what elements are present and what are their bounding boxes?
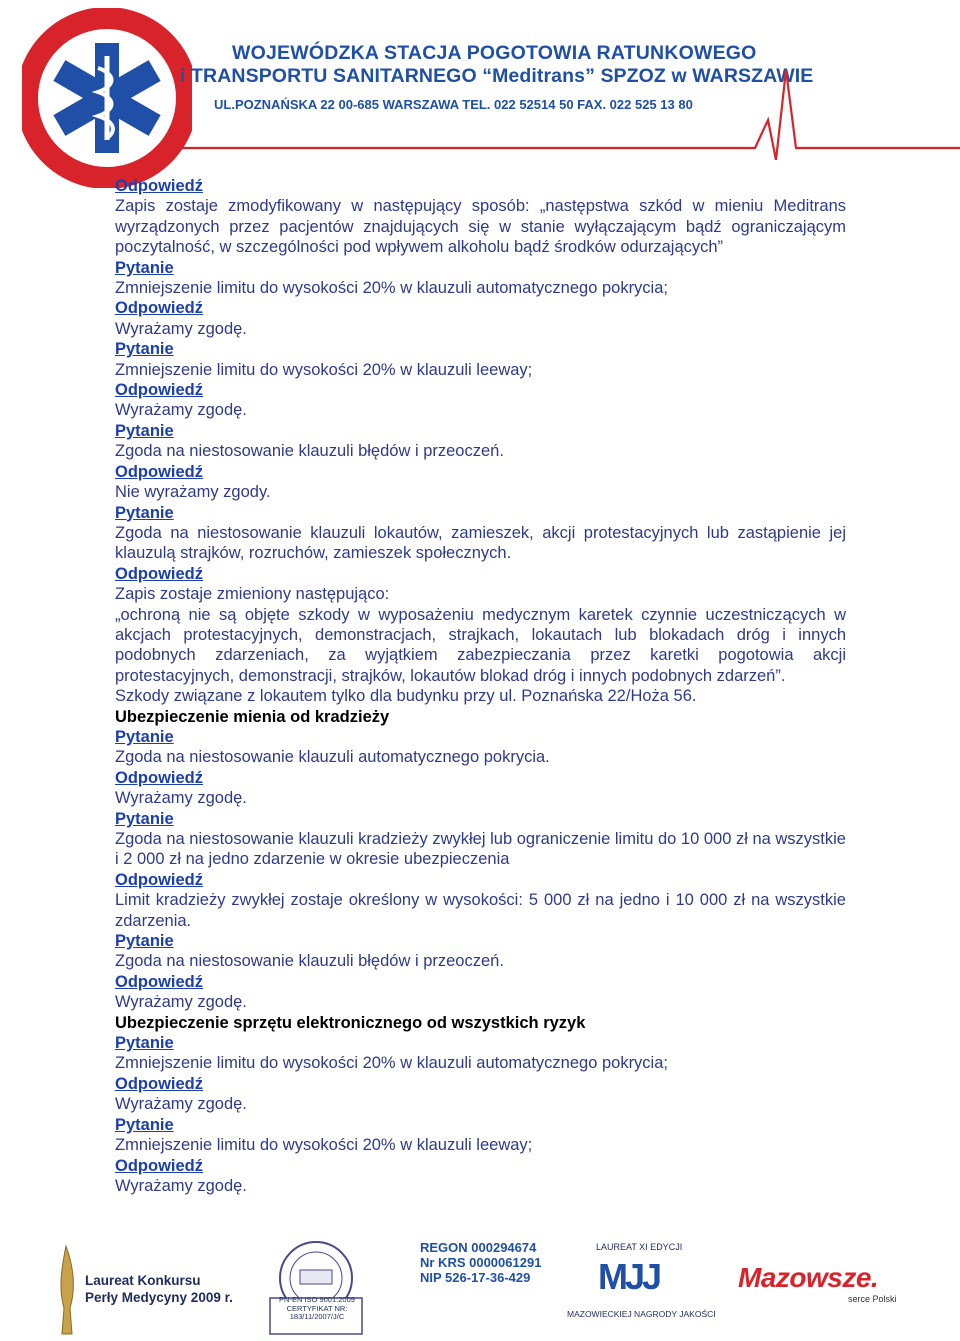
answer-label: Odpowiedź (115, 870, 203, 889)
answer-label: Odpowiedź (115, 564, 203, 583)
paragraph: Wyrażamy zgodę. (115, 401, 247, 420)
question-label: Pytanie (115, 1115, 174, 1134)
paragraph: Zapis zostaje zmodyfikowany w następujący sposób: „następstwa szkód w mieniu Meditrans wyrządzonych przez pacjentów znajdujących się w stanie wyłączającym bądź ograniczającym poczytalność, w szczególności pod wpływem alkoholu bądź środków odurzających” (115, 197, 846, 257)
paragraph: Wyrażamy zgodę. (115, 1176, 247, 1195)
page-footer (0, 1232, 960, 1341)
nip-number: NIP 526-17-36-429 (420, 1270, 531, 1285)
question-label: Pytanie (115, 421, 174, 440)
paragraph: Zmniejszenie limitu do wysokości 20% w klauzuli leeway; (115, 360, 533, 379)
answer-label: Odpowiedź (115, 299, 203, 318)
star-of-life-icon (22, 8, 192, 188)
mazowsze-logo: Mazowsze. (738, 1262, 879, 1293)
paragraph: Zapis zostaje zmieniony następująco: (115, 585, 390, 604)
question-label: Pytanie (115, 727, 174, 746)
answer-label: Odpowiedź (115, 1156, 203, 1175)
question-label: Pytanie (115, 1034, 174, 1053)
org-name-line1: WOJEWÓDZKA STACJA POGOTOWIA RATUNKOWEGO (232, 42, 757, 64)
paragraph: Wyrażamy zgodę. (115, 319, 247, 338)
paragraph: Wyrażamy zgodę. (115, 993, 247, 1012)
laureat-line2: Perły Medycyny 2009 r. (85, 1290, 233, 1305)
question-label: Pytanie (115, 932, 174, 951)
laureat-line1: Laureat Konkursu (85, 1273, 201, 1288)
paragraph: Zmniejszenie limitu do wysokości 20% w klauzuli leeway; (115, 1136, 533, 1155)
document-body (115, 176, 846, 1196)
mjl-logo: MJJ (598, 1256, 660, 1297)
answer-label: Odpowiedź (115, 1074, 203, 1093)
paragraph: Zgoda na niestosowanie klauzuli błędów i przeoczeń. (115, 952, 504, 971)
paragraph: Wyrażamy zgodę. (115, 1095, 247, 1114)
paragraph: Zgoda na niestosowanie klauzuli błędów i przeoczeń. (115, 442, 504, 461)
mazowsze-tagline: serce Polski (848, 1294, 897, 1304)
section-heading: Ubezpieczenie sprzętu elektronicznego od wszystkich ryzyk (115, 1013, 586, 1032)
answer-label: Odpowiedź (115, 381, 203, 400)
paragraph: Zmniejszenie limitu do wysokości 20% w klauzuli automatycznego pokrycia; (115, 279, 668, 298)
question-label: Pytanie (115, 258, 174, 277)
cert-stamp-text: PN-EN ISO 9001:2009 CERTYFIKAT NR: 183/11/2007/J/C (279, 1295, 355, 1321)
paragraph: Zgoda na niestosowanie klauzuli automatycznego pokrycia. (115, 748, 550, 767)
regon-number: REGON 000294674 (420, 1240, 537, 1255)
paragraph: Zmniejszenie limitu do wysokości 20% w klauzuli automatycznego pokrycia; (115, 1054, 668, 1073)
paragraph: Wyrażamy zgodę. (115, 789, 247, 808)
paragraph: Nie wyrażamy zgody. (115, 483, 271, 502)
mjl-caption-top: LAUREAT XI EDYCJI (596, 1242, 683, 1252)
letterhead (0, 0, 960, 195)
paragraph: Limit kradzieży zwykłej zostaje określony w wysokości: 5 000 zł na jedno i 10 000 zł na wszystkie zdarzenia. (115, 891, 846, 930)
question-label: Pytanie (115, 809, 174, 828)
answer-label: Odpowiedź (115, 768, 203, 787)
question-label: Pytanie (115, 340, 174, 359)
answer-label: Odpowiedź (115, 972, 203, 991)
org-address: UL.POZNAŃSKA 22 00-685 WARSZAWA TEL. 022 52514 50 FAX. 022 525 13 80 (214, 97, 693, 112)
org-name-line2: i TRANSPORTU SANITARNEGO “Meditrans” SPZOZ w WARSZAWIE (180, 65, 814, 87)
pearl-statue-icon (54, 1238, 80, 1338)
registry-info (420, 1240, 541, 1285)
answer-label: Odpowiedź (115, 462, 203, 481)
krs-number: Nr KRS 0000061291 (420, 1255, 542, 1270)
section-heading: Ubezpieczenie mienia od kradzieży (115, 707, 390, 726)
question-label: Pytanie (115, 503, 174, 522)
mjl-caption-bottom: MAZOWIECKIEJ NAGRODY JAKOŚCI (567, 1309, 716, 1319)
laureat-badge (85, 1272, 233, 1306)
paragraph: Zgoda na niestosowanie klauzuli kradzieży zwykłej lub ograniczenie limitu do 10 000 zł na wszystkie i 2 000 zł na jedno zdarzenie w okresie ubezpieczenia (115, 830, 846, 869)
paragraph: Szkody związane z lokautem tylko dla budynku przy ul. Poznańska 22/Hoża 56. (115, 687, 697, 706)
answer-label: Odpowiedź (115, 177, 203, 195)
paragraph: Zgoda na niestosowanie klauzuli lokautów, zamieszek, akcji protestacyjnych lub zastąpienie jej klauzulą strajków, rozruchów, zamieszek społecznych. (115, 523, 846, 563)
paragraph: „ochroną nie są objęte szkody w wyposażeniu medycznym karetek czynnie uczestniczących w akcjach protestacyjnych, demonstracjach, strajkach, lokautach lub blokadach dróg i innych podobnych zdarzeniach, za wyjątkiem zabezpieczania przez karetki pogotowia akcji protestacyjnych, demonstracji, strajków, lokautów blokad dróg i innych podobnych zdarzeń”. (115, 605, 846, 685)
